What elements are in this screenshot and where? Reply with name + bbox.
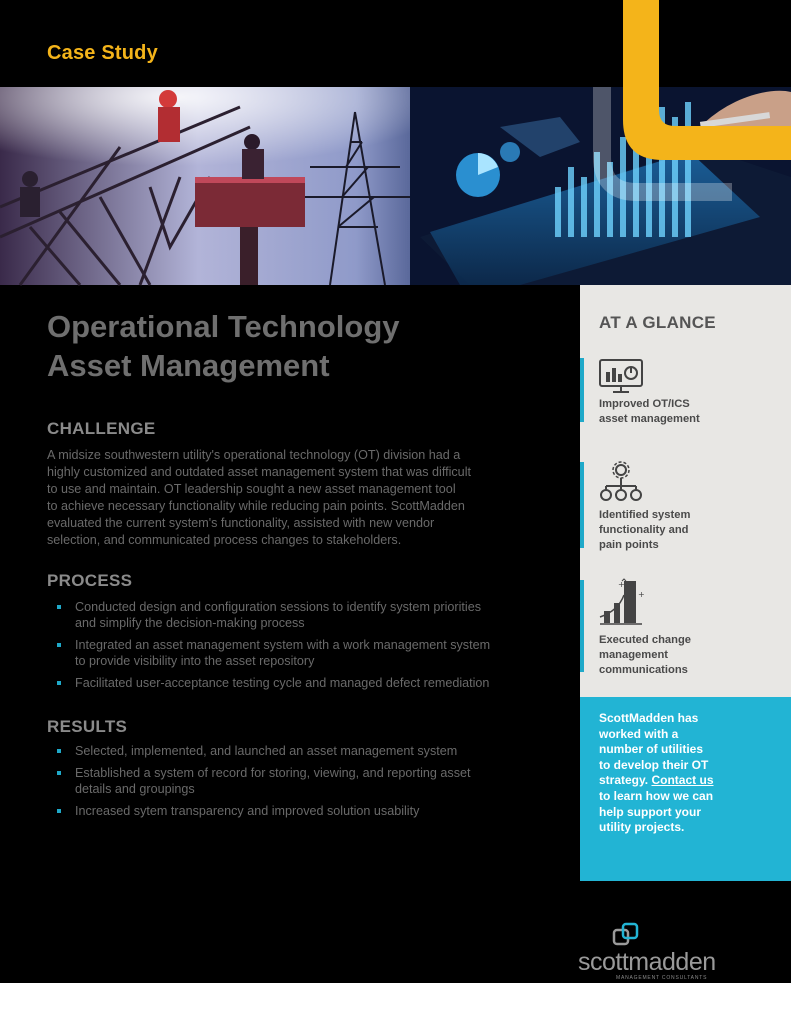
- list-item: [57, 675, 557, 691]
- challenge-body: [47, 447, 547, 549]
- translucent-frame-shape: [592, 87, 732, 202]
- challenge-line: selection, and communicated process changes to stakeholders.: [47, 533, 402, 547]
- challenge-line: to achieve necessary functionality while reducing pain points. ScottMadden: [47, 499, 465, 513]
- glance-line: Identified system: [599, 509, 691, 521]
- item-line: Established a system of record for storing, viewing, and reporting asset: [75, 766, 471, 780]
- process-list: [57, 599, 557, 697]
- glance-line: management: [599, 649, 669, 661]
- glance-accent-bar: [580, 358, 584, 422]
- page-title: [47, 307, 400, 385]
- cta-line: number of utilities: [599, 742, 704, 757]
- challenge-line: to use and maintain. OT leadership sought a new asset management tool: [47, 482, 456, 496]
- contact-us-link[interactable]: Contact us: [651, 773, 714, 788]
- glance-item-text: [599, 508, 779, 553]
- svg-text:+: +: [618, 580, 625, 589]
- bullet-icon: [57, 749, 61, 753]
- glance-line: Executed change: [599, 634, 692, 646]
- list-item: [57, 765, 557, 797]
- item-line: details and groupings: [75, 782, 195, 796]
- challenge-line: A midsize southwestern utility's operational technology (OT) division had a: [47, 448, 461, 462]
- item-line: to provide visibility into the asset repository: [75, 654, 315, 668]
- glance-line: Improved OT/ICS: [599, 398, 690, 410]
- item-line: Integrated an asset management system with a work management system: [75, 638, 491, 652]
- item-line: Facilitated user-acceptance testing cycle and managed defect remediation: [75, 676, 490, 690]
- glance-line: pain points: [599, 539, 659, 551]
- process-heading: PROCESS: [47, 571, 133, 590]
- list-item: [57, 743, 557, 759]
- cta-line: strategy.: [599, 773, 649, 788]
- bullet-icon: [57, 809, 61, 813]
- gear-hierarchy-icon: [598, 462, 644, 504]
- bullet-icon: [57, 605, 61, 609]
- growth-bars-icon: [598, 577, 644, 627]
- bullet-icon: [57, 681, 61, 685]
- item-line: and simplify the decision-making process: [75, 616, 305, 630]
- cta-line-with-link: [599, 773, 739, 789]
- list-item: [57, 599, 557, 631]
- glance-line: functionality and: [599, 524, 689, 536]
- svg-text:+: +: [638, 590, 645, 599]
- logo-mark-icon: [610, 922, 642, 950]
- title-line-1: Operational Technology: [47, 309, 400, 344]
- bullet-icon: [57, 771, 61, 775]
- glance-line: communications: [599, 664, 688, 676]
- list-item: [57, 637, 557, 669]
- case-study-label: Case Study: [47, 42, 158, 64]
- challenge-line: evaluated the current system's functionality, assisted with new vendor: [47, 516, 435, 530]
- glance-line: asset management: [599, 413, 700, 425]
- cta-line: to learn how we can: [599, 788, 714, 803]
- cta-line: ScottMadden has: [599, 711, 699, 725]
- title-line-2: Asset Management: [47, 348, 330, 383]
- challenge-line: highly customized and outdated asset management system that was difficult: [47, 465, 471, 479]
- glance-item-text: [599, 397, 779, 427]
- glance-accent-bar: [580, 462, 584, 548]
- item-line: Selected, implemented, and launched an asset management system: [75, 744, 458, 758]
- bullet-icon: [57, 643, 61, 647]
- cta-line: to develop their OT: [599, 757, 709, 772]
- cta-line: help support your: [599, 804, 701, 819]
- challenge-heading: CHALLENGE: [47, 419, 156, 438]
- cta-text: [599, 711, 739, 836]
- logo-tagline: MANAGEMENT CONSULTANTS: [616, 975, 708, 981]
- glance-accent-bar: [580, 580, 584, 672]
- item-line: Increased sytem transparency and improved solution usability: [75, 804, 420, 818]
- logo-wordmark: scottmadden: [578, 948, 716, 976]
- cta-line: worked with a: [599, 726, 679, 741]
- glance-heading: AT A GLANCE: [599, 313, 716, 332]
- results-heading: RESULTS: [47, 717, 128, 736]
- item-line: Conducted design and configuration sessions to identify system priorities: [75, 600, 482, 614]
- list-item: [57, 803, 557, 819]
- cta-line: utility projects.: [599, 820, 685, 835]
- results-list: [57, 743, 557, 825]
- monitor-chart-icon: [598, 358, 644, 394]
- glance-item-text: [599, 633, 779, 678]
